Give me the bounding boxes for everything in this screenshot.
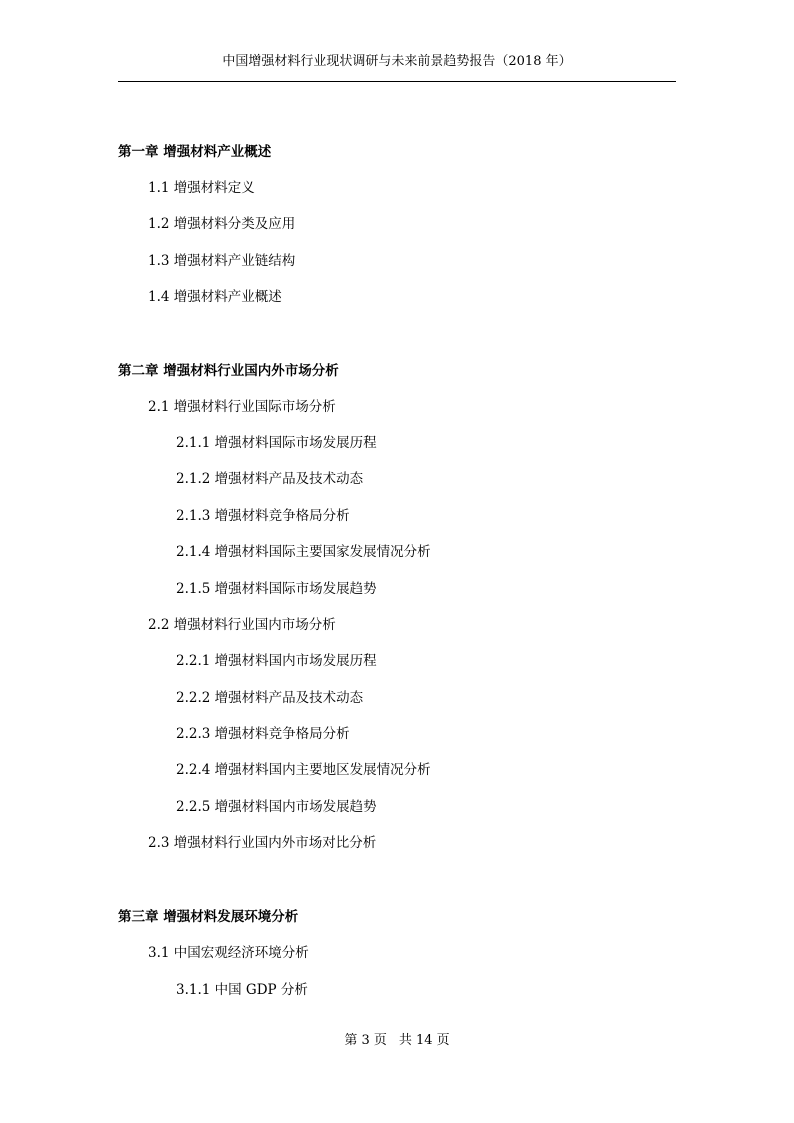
toc-chapter-1[interactable]: 第一章 增强材料产业概述 (118, 144, 272, 160)
toc-item-2-2[interactable]: 2.2 增强材料行业国内市场分析 (148, 617, 336, 633)
toc-item-2-1[interactable]: 2.1 增强材料行业国际市场分析 (148, 399, 336, 415)
toc-item-2-1-1[interactable]: 2.1.1 增强材料国际市场发展历程 (176, 435, 377, 451)
toc-item-1-3[interactable]: 1.3 增强材料产业链结构 (148, 253, 296, 269)
toc-item-2-2-2[interactable]: 2.2.2 增强材料产品及技术动态 (176, 690, 364, 706)
page-number: 第 3 页 (344, 1033, 387, 1048)
toc-item-2-2-1[interactable]: 2.2.1 增强材料国内市场发展历程 (176, 653, 377, 669)
toc-item-2-1-4[interactable]: 2.1.4 增强材料国际主要国家发展情况分析 (176, 544, 431, 560)
toc-chapter-2[interactable]: 第二章 增强材料行业国内外市场分析 (118, 363, 339, 379)
toc-chapter-3[interactable]: 第三章 增强材料发展环境分析 (118, 909, 299, 925)
toc-item-2-1-3[interactable]: 2.1.3 增强材料竞争格局分析 (176, 508, 350, 524)
toc-item-3-1-1[interactable]: 3.1.1 中国 GDP 分析 (176, 982, 308, 998)
header-divider (118, 81, 676, 82)
toc-item-1-4[interactable]: 1.4 增强材料产业概述 (148, 289, 282, 305)
page-header: 中国增强材料行业现状调研与未来前景趋势报告（2018 年） (222, 54, 572, 69)
toc-item-2-1-2[interactable]: 2.1.2 增强材料产品及技术动态 (176, 471, 364, 487)
toc-item-2-2-3[interactable]: 2.2.3 增强材料竞争格局分析 (176, 726, 350, 742)
toc-item-2-3[interactable]: 2.3 增强材料行业国内外市场对比分析 (148, 835, 377, 851)
toc-item-2-2-5[interactable]: 2.2.5 增强材料国内市场发展趋势 (176, 799, 377, 815)
page-footer (0, 1032, 794, 1050)
toc-item-1-1[interactable]: 1.1 增强材料定义 (148, 180, 255, 196)
page-total: 共 14 页 (398, 1033, 450, 1048)
toc-item-2-1-5[interactable]: 2.1.5 增强材料国际市场发展趋势 (176, 581, 377, 597)
toc-item-2-2-4[interactable]: 2.2.4 增强材料国内主要地区发展情况分析 (176, 762, 431, 778)
toc-item-3-1[interactable]: 3.1 中国宏观经济环境分析 (148, 945, 309, 961)
toc-item-1-2[interactable]: 1.2 增强材料分类及应用 (148, 216, 296, 232)
